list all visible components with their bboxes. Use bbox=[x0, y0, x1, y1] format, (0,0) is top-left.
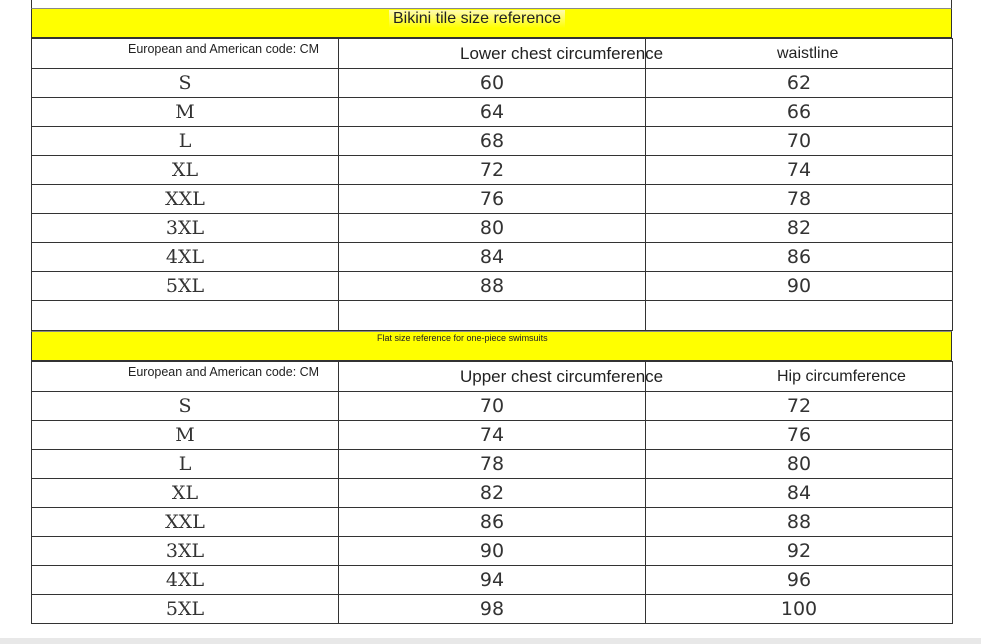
value-cell: 64 bbox=[339, 98, 646, 127]
table-row bbox=[32, 450, 953, 479]
size-cell: S bbox=[32, 392, 339, 421]
onepiece-body bbox=[32, 392, 953, 624]
onepiece-title: Flat size reference for one-piece swimsuits bbox=[377, 333, 548, 343]
bikini-col2-header: Lower chest circumference bbox=[339, 39, 646, 69]
value-cell: 88 bbox=[339, 272, 646, 301]
onepiece-size-table bbox=[31, 361, 953, 624]
blank-cell bbox=[646, 301, 953, 331]
size-cell: XL bbox=[32, 156, 339, 185]
value-cell: 72 bbox=[339, 156, 646, 185]
table-row bbox=[32, 566, 953, 595]
size-cell: L bbox=[32, 127, 339, 156]
value-cell: 82 bbox=[646, 214, 953, 243]
table-row bbox=[32, 156, 953, 185]
onepiece-col2-header: Upper chest circumference bbox=[339, 362, 646, 392]
blank-cell bbox=[32, 301, 339, 331]
bikini-size-table bbox=[31, 38, 953, 331]
value-cell: 90 bbox=[339, 537, 646, 566]
table-row bbox=[32, 272, 953, 301]
value-cell: 68 bbox=[339, 127, 646, 156]
bikini-code-header: European and American code: CM bbox=[32, 39, 339, 69]
value-cell: 90 bbox=[646, 272, 953, 301]
table-row bbox=[32, 595, 953, 624]
value-cell: 86 bbox=[339, 508, 646, 537]
value-cell: 82 bbox=[339, 479, 646, 508]
size-cell: XL bbox=[32, 479, 339, 508]
table-row bbox=[32, 392, 953, 421]
value-cell: 70 bbox=[339, 392, 646, 421]
value-cell: 70 bbox=[646, 127, 953, 156]
value-cell: 100 bbox=[646, 595, 953, 624]
value-cell: 98 bbox=[339, 595, 646, 624]
value-cell: 74 bbox=[646, 156, 953, 185]
bottom-edge bbox=[0, 638, 981, 644]
value-cell: 80 bbox=[339, 214, 646, 243]
size-cell: S bbox=[32, 69, 339, 98]
value-cell: 78 bbox=[646, 185, 953, 214]
value-cell: 92 bbox=[646, 537, 953, 566]
size-cell: 3XL bbox=[32, 537, 339, 566]
size-cell: M bbox=[32, 421, 339, 450]
value-cell: 94 bbox=[339, 566, 646, 595]
size-cell: 4XL bbox=[32, 243, 339, 272]
value-cell: 78 bbox=[339, 450, 646, 479]
value-cell: 76 bbox=[339, 185, 646, 214]
table-row bbox=[32, 243, 953, 272]
table-row bbox=[32, 508, 953, 537]
value-cell: 74 bbox=[339, 421, 646, 450]
table-row bbox=[32, 421, 953, 450]
bikini-body bbox=[32, 69, 953, 331]
blank-cell bbox=[339, 301, 646, 331]
size-cell: 5XL bbox=[32, 595, 339, 624]
table-row bbox=[32, 127, 953, 156]
value-cell: 96 bbox=[646, 566, 953, 595]
bikini-title: Bikini tile size reference bbox=[389, 10, 565, 28]
size-cell: M bbox=[32, 98, 339, 127]
value-cell: 72 bbox=[646, 392, 953, 421]
bikini-header-row bbox=[32, 39, 953, 69]
value-cell: 84 bbox=[339, 243, 646, 272]
onepiece-col3-header: Hip circumference bbox=[646, 362, 953, 392]
onepiece-title-bar bbox=[31, 331, 952, 361]
value-cell: 60 bbox=[339, 69, 646, 98]
value-cell: 62 bbox=[646, 69, 953, 98]
table-row bbox=[32, 98, 953, 127]
value-cell: 66 bbox=[646, 98, 953, 127]
bikini-title-bar bbox=[31, 8, 952, 38]
value-cell: 88 bbox=[646, 508, 953, 537]
table-row bbox=[32, 537, 953, 566]
onepiece-code-header: European and American code: CM bbox=[32, 362, 339, 392]
table-row bbox=[32, 69, 953, 98]
size-cell: L bbox=[32, 450, 339, 479]
size-cell: XXL bbox=[32, 508, 339, 537]
size-cell: 3XL bbox=[32, 214, 339, 243]
size-chart-sheet bbox=[31, 0, 952, 624]
value-cell: 76 bbox=[646, 421, 953, 450]
size-cell: 5XL bbox=[32, 272, 339, 301]
blank-row bbox=[32, 301, 953, 331]
bikini-col3-header: waistline bbox=[646, 39, 953, 69]
onepiece-header-row bbox=[32, 362, 953, 392]
table-row bbox=[32, 214, 953, 243]
table-row bbox=[32, 479, 953, 508]
table-row bbox=[32, 185, 953, 214]
value-cell: 84 bbox=[646, 479, 953, 508]
size-cell: 4XL bbox=[32, 566, 339, 595]
size-cell: XXL bbox=[32, 185, 339, 214]
value-cell: 80 bbox=[646, 450, 953, 479]
top-strip bbox=[31, 0, 952, 8]
value-cell: 86 bbox=[646, 243, 953, 272]
